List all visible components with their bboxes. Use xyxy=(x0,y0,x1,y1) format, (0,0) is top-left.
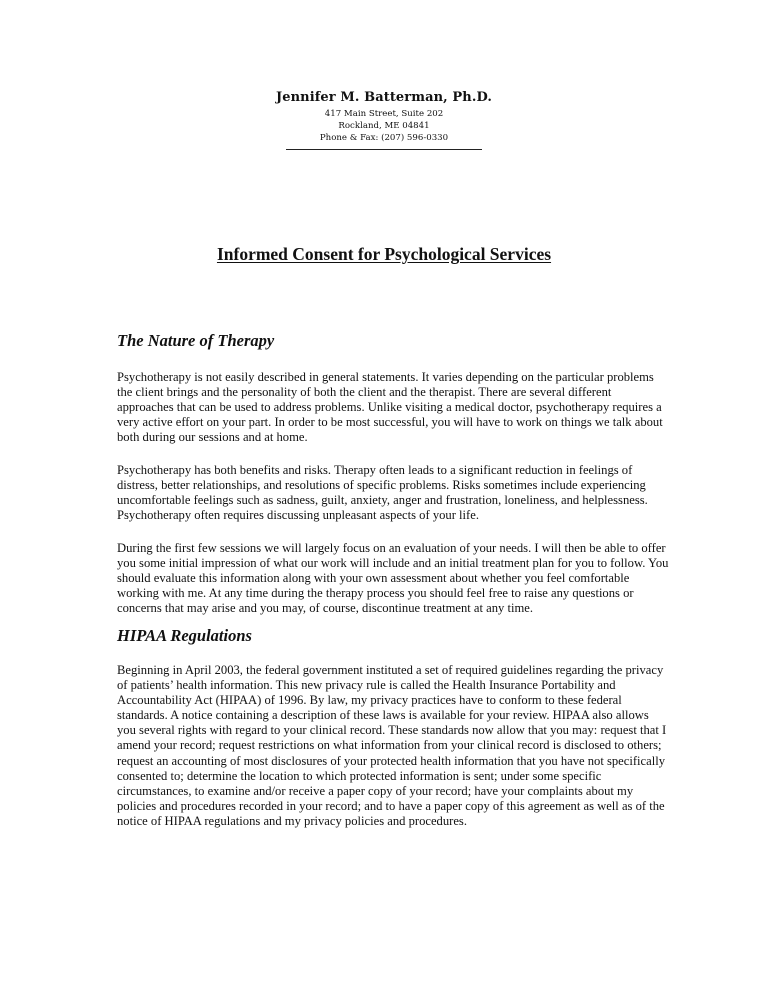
section-heading-hipaa: HIPAA Regulations xyxy=(117,626,252,645)
letterhead-divider xyxy=(286,149,482,150)
section-heading-nature-of-therapy: The Nature of Therapy xyxy=(117,331,275,350)
document-title: Informed Consent for Psychological Services xyxy=(216,244,552,264)
paragraph: Psychotherapy has both benefits and risks. Therapy often leads to a significant reduction in feelings of distress, better relationships, and resolutions of specific problems. Risks sometimes include experiencing uncomfortable feelings such as sadness, guilt, anxiety, anger and frustration, loneliness, and helplessness. Psychotherapy often requires discussing unpleasant aspects of your life. xyxy=(117,463,648,523)
paragraph: Psychotherapy is not easily described in general statements. It varies depending on the particular problems the client brings and the personality of both the client and the therapist. There are several different approaches that can be used to address problems. Unlike visiting a medical doctor, psychotherapy requires a very active effort on your part. In order to be most successful, you will have to work on things we talk about both during our sessions and at home. xyxy=(117,370,663,445)
street-address: 417 Main Street, Suite 202 xyxy=(324,109,444,119)
paragraph: Beginning in April 2003, the federal government instituted a set of required guidelines regarding the privacy of patients’ health information. This new privacy rule is called the Health Insurance Portability and Accountability Act (HIPAA) of 1996. By law, my privacy practices have to conform to these federal standards. A notice containing a description of these laws is available for your review. HIPAA also allows you several rights with regard to your clinical record. These standards now allow that you may: request that I amend your record; request restrictions on what information from your clinical record is disclosed to others; request an accounting of most disclosures of your protected health information that you have not specifically consented to; determine the location to which protected information is sent; under some specific circumstances, to examine and/or receive a paper copy of your record; have your complaints about my policies and procedures recorded in your record; and to have a paper copy of this agreement as well as of the notice of HIPAA regulations and my privacy policies and procedures. xyxy=(117,663,667,828)
city-state-zip: Rockland, ME 04841 xyxy=(338,121,430,131)
practitioner-name: Jennifer M. Batterman, Ph.D. xyxy=(275,90,493,105)
phone-fax: Phone & Fax: (207) 596-0330 xyxy=(319,133,449,143)
paragraph: During the first few sessions we will largely focus on an evaluation of your needs. I will then be able to offer you some initial impression of what our work will include and an initial treatment plan for you to follow. You should evaluate this information along with your own assessment about whether you feel comfortable working with me. At any time during the therapy process you should feel free to raise any questions or concerns that may arise and you may, of course, discontinue treatment at any time. xyxy=(117,541,669,616)
letterhead xyxy=(0,88,768,150)
